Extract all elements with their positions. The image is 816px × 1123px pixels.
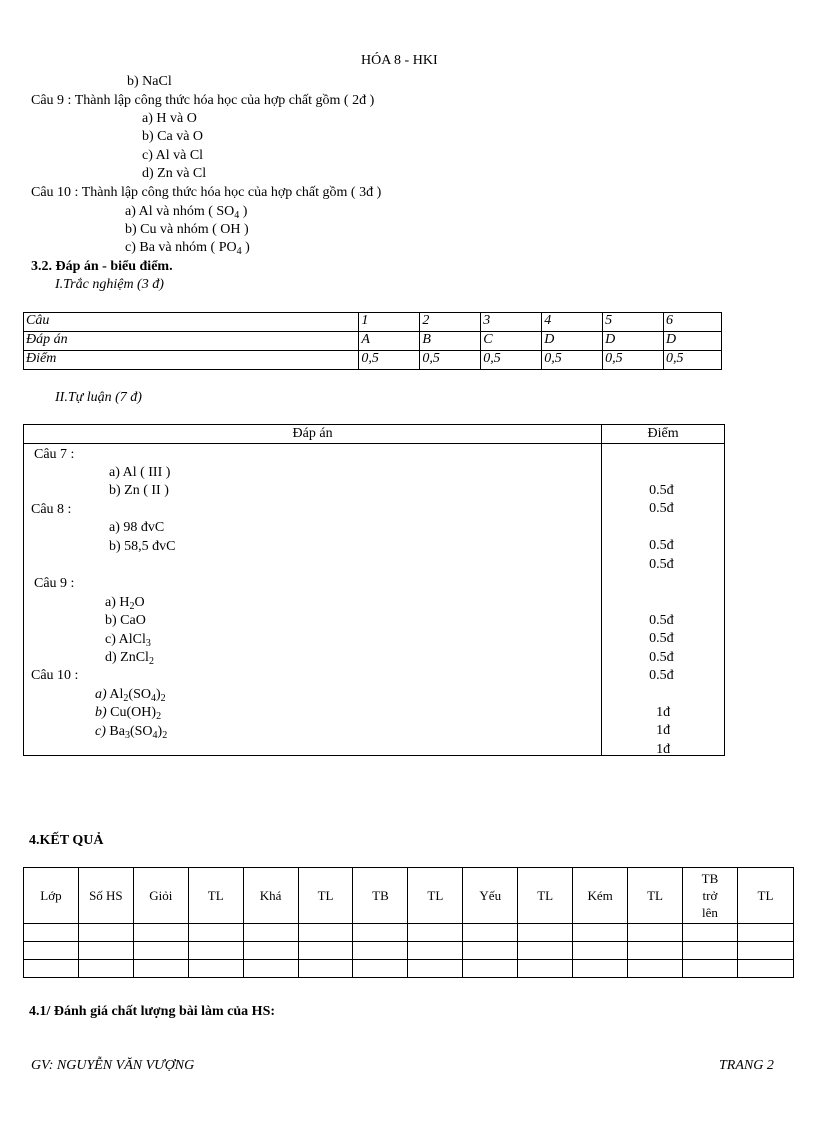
- score-value: 1đ: [656, 723, 671, 738]
- part1-title: I.Trắc nghiệm (3 đ): [55, 277, 164, 292]
- section-3-2-title: 3.2. Đáp án - biểu điểm.: [31, 259, 173, 274]
- table-cell: 0,5: [542, 351, 603, 370]
- table-cell: D: [542, 332, 603, 351]
- results-empty-row: [24, 942, 794, 960]
- table-cell: [78, 942, 133, 960]
- table-cell: 1: [359, 313, 420, 332]
- results-header-cell: TL: [188, 868, 243, 924]
- table-cell: [628, 942, 683, 960]
- table-cell: 5: [603, 313, 664, 332]
- table-cell: [133, 924, 188, 942]
- results-header-cell: TB trở lên: [682, 868, 737, 924]
- table-cell: [353, 960, 408, 978]
- results-header-cell: Giỏi: [133, 868, 188, 924]
- q10-option-a: a) Al và nhóm ( $SO_4$ ): [125, 204, 248, 221]
- table-cell: [628, 924, 683, 942]
- q9-option: b) Ca và O: [142, 129, 204, 144]
- q9-option: c) Al và Cl: [142, 148, 204, 163]
- table-cell: [24, 960, 79, 978]
- part2-title: II.Tự luận (7 đ): [55, 390, 142, 405]
- table-cell: [133, 942, 188, 960]
- table-cell: [682, 924, 737, 942]
- results-header-cell: Kém: [573, 868, 628, 924]
- table-cell: C: [481, 332, 542, 351]
- answer-q7-label: Câu 7 :: [34, 447, 75, 462]
- section-4-title: 4.KẾT QUẢ: [29, 833, 104, 848]
- answer-q9-label: Câu 9 :: [34, 576, 75, 591]
- table-cell: [408, 924, 463, 942]
- table-cell: 0,5: [359, 351, 420, 370]
- answer-q7a: a) Al ( III ): [109, 465, 171, 480]
- score-value: 0.5đ: [649, 483, 674, 498]
- q9-stem: Câu 9 : Thành lập công thức hóa học của hợp chất gồm ( 2đ ): [31, 93, 375, 108]
- footer-page-number: TRANG 2: [719, 1058, 774, 1073]
- answer-q10c: c) $Ba_3(SO_4)_2$: [95, 724, 168, 741]
- table-cell: [463, 960, 518, 978]
- score-value: 1đ: [656, 705, 671, 720]
- table-cell: 3: [481, 313, 542, 332]
- table-cell: [408, 942, 463, 960]
- mcq-row-score: [24, 351, 722, 370]
- results-header-cell: TL: [408, 868, 463, 924]
- header-answer: Đáp án: [24, 425, 602, 444]
- answer-q8a: a) 98 đvC: [109, 520, 165, 535]
- table-cell: [463, 924, 518, 942]
- results-empty-row: [24, 960, 794, 978]
- table-cell: [78, 924, 133, 942]
- results-header-cell: TL: [628, 868, 683, 924]
- footer-teacher: GV: NGUYỄN VĂN VƯỢNG: [31, 1058, 195, 1073]
- table-cell: D: [603, 332, 664, 351]
- table-cell: [463, 942, 518, 960]
- table-cell: 4: [542, 313, 603, 332]
- header-score: Điểm: [602, 425, 725, 444]
- results-header-cell: TL: [737, 868, 793, 924]
- table-cell: [573, 960, 628, 978]
- table-cell: [298, 942, 353, 960]
- q10-option-c: c) Ba và nhóm ( $PO_4$ ): [125, 240, 250, 257]
- table-cell: [78, 960, 133, 978]
- q9-option: a) H và O: [142, 111, 197, 126]
- score-column: [602, 444, 725, 756]
- answer-q9b: b) CaO: [105, 613, 146, 628]
- results-table: [23, 867, 794, 978]
- table-cell: [24, 942, 79, 960]
- table-cell: [682, 960, 737, 978]
- table-cell: [628, 960, 683, 978]
- essay-answer-table: [23, 424, 725, 756]
- table-cell: Câu: [24, 313, 359, 332]
- results-header-row: [24, 868, 794, 924]
- table-cell: [133, 960, 188, 978]
- table-cell: [298, 924, 353, 942]
- table-cell: [737, 960, 793, 978]
- table-cell: B: [420, 332, 481, 351]
- score-value: 0.5đ: [649, 538, 674, 553]
- table-cell: 0,5: [603, 351, 664, 370]
- q10-stem: Câu 10 : Thành lập công thức hóa học của hợp chất gồm ( 3đ ): [31, 185, 382, 200]
- mcq-row-answer: [24, 332, 722, 351]
- q9-option: d) Zn và Cl: [142, 166, 207, 181]
- table-cell: [243, 960, 298, 978]
- table-cell: [737, 942, 793, 960]
- table-cell: 0,5: [420, 351, 481, 370]
- answer-table-body: [24, 444, 725, 756]
- table-cell: [518, 924, 573, 942]
- score-value: 1đ: [656, 742, 671, 757]
- score-value: 0.5đ: [649, 668, 674, 683]
- table-cell: 0,5: [481, 351, 542, 370]
- answer-q9a: a) $H_2O$: [105, 595, 145, 612]
- answer-q9d: d) ZnCl$_2$: [105, 650, 154, 667]
- results-header-cell: TB: [353, 868, 408, 924]
- table-cell: [408, 960, 463, 978]
- table-cell: A: [359, 332, 420, 351]
- score-value: 0.5đ: [649, 613, 674, 628]
- score-value: 0.5đ: [649, 650, 674, 665]
- table-cell: [243, 942, 298, 960]
- score-value: 0.5đ: [649, 501, 674, 516]
- answer-q10a: a) $Al_2(SO_4)_2$: [95, 687, 166, 704]
- results-header-cell: TL: [518, 868, 573, 924]
- table-cell: 6: [664, 313, 722, 332]
- table-cell: [298, 960, 353, 978]
- mcq-answer-table: [23, 312, 722, 370]
- q8-option-b: b) NaCl: [127, 74, 172, 89]
- table-cell: [573, 924, 628, 942]
- answer-table-header: [24, 425, 725, 444]
- results-empty-row: [24, 924, 794, 942]
- table-cell: Điểm: [24, 351, 359, 370]
- table-cell: [353, 942, 408, 960]
- table-cell: Đáp án: [24, 332, 359, 351]
- mcq-row-question: [24, 313, 722, 332]
- table-cell: [573, 942, 628, 960]
- results-header-cell: Số HS: [78, 868, 133, 924]
- table-cell: [737, 924, 793, 942]
- table-cell: [188, 960, 243, 978]
- results-header-cell: Yếu: [463, 868, 518, 924]
- table-cell: [518, 942, 573, 960]
- results-header-cell: Khá: [243, 868, 298, 924]
- answer-q7b: b) Zn ( II ): [109, 483, 169, 498]
- page-header-title: HÓA 8 - HKI: [361, 53, 438, 68]
- table-cell: [353, 924, 408, 942]
- table-cell: D: [664, 332, 722, 351]
- score-value: 0.5đ: [649, 557, 674, 572]
- table-cell: [243, 924, 298, 942]
- answer-q8-label: Câu 8 :: [31, 502, 72, 517]
- score-value: 0.5đ: [649, 631, 674, 646]
- table-cell: 0,5: [664, 351, 722, 370]
- results-header-cell: TL: [298, 868, 353, 924]
- table-cell: [24, 924, 79, 942]
- table-cell: [188, 924, 243, 942]
- table-cell: 2: [420, 313, 481, 332]
- section-4-1-title: 4.1/ Đánh giá chất lượng bài làm của HS:: [29, 1004, 276, 1019]
- results-header-cell: Lớp: [24, 868, 79, 924]
- answer-q10b: b) $Cu(OH)_2$: [95, 705, 162, 722]
- answer-q8b: b) 58,5 đvC: [109, 539, 176, 554]
- answer-column: [24, 444, 602, 756]
- table-cell: [188, 942, 243, 960]
- q10-option-b: b) Cu và nhóm ( OH ): [125, 222, 249, 237]
- table-cell: [518, 960, 573, 978]
- table-cell: [682, 942, 737, 960]
- answer-q9c: c) AlCl$_3$: [105, 632, 151, 649]
- answer-q10-label: Câu 10 :: [31, 668, 79, 683]
